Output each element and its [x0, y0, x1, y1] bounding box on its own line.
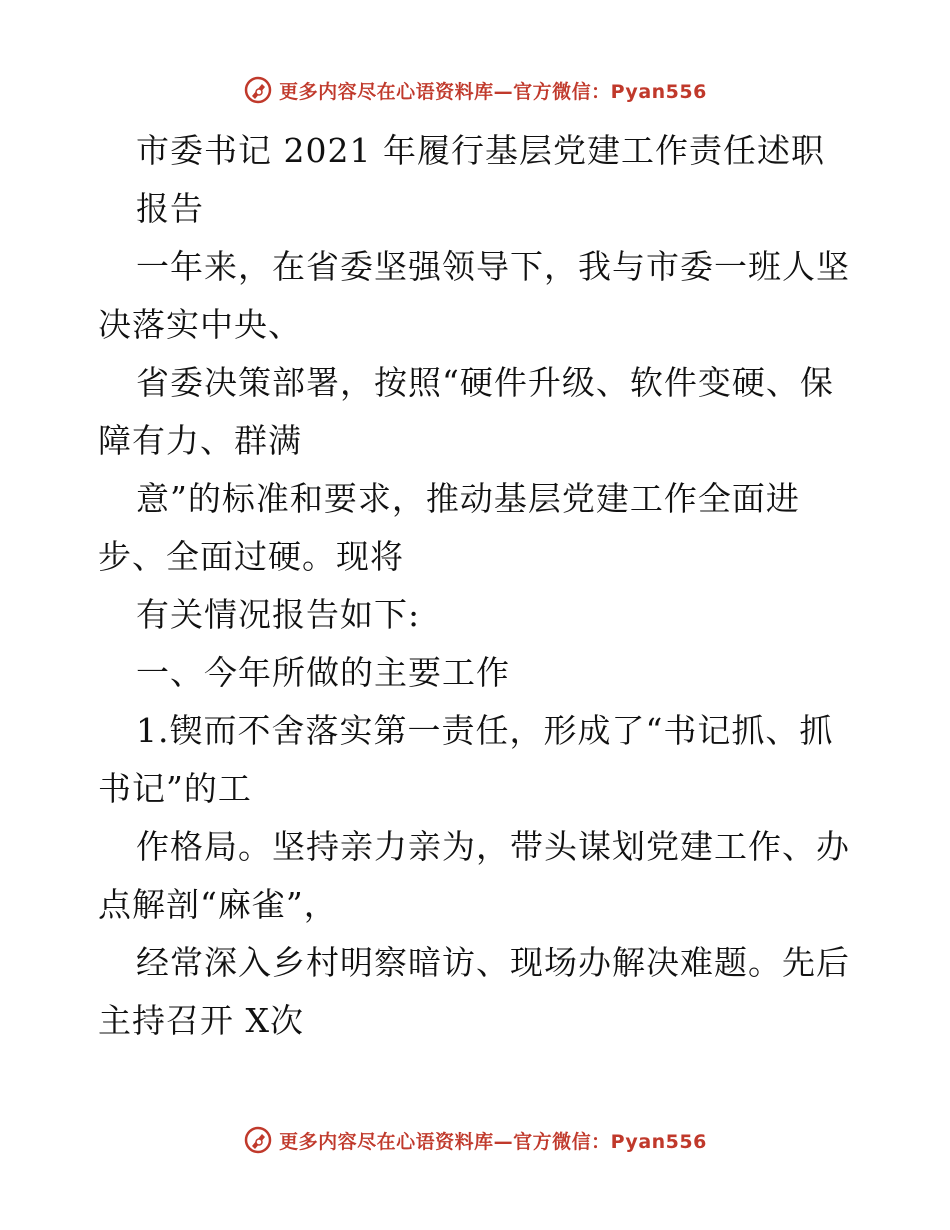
paragraph-line: 主持召开 X次	[98, 1001, 304, 1040]
paragraph-line: 一、今年所做的主要工作	[136, 653, 510, 692]
paragraph-line: 书记”的工	[98, 769, 252, 808]
paragraph-line: 1.锲而不舍落实第一责任，形成了“书记抓、抓	[136, 711, 834, 750]
watermark-text: 更多内容尽在心语资料库—官方微信：Pyan556	[279, 1130, 707, 1153]
pen-logo-icon	[243, 1125, 273, 1155]
paragraph-line: 作格局。坚持亲力亲为，带头谋划党建工作、办	[136, 827, 850, 866]
paragraph-line: 有关情况报告如下:	[136, 595, 421, 634]
paragraph-line: 步、全面过硬。现将	[98, 537, 404, 576]
watermark-footer	[0, 1120, 950, 1160]
paragraph-line: 一年来，在省委坚强领导下，我与市委一班人坚	[136, 247, 850, 286]
paragraph-line: 报告	[136, 189, 204, 228]
paragraph-line: 障有力、群满	[98, 421, 302, 460]
paragraph-line: 市委书记 2021 年履行基层党建工作责任述职	[136, 131, 825, 170]
paragraph-line: 意”的标准和要求，推动基层党建工作全面进	[136, 479, 800, 518]
pen-logo-icon	[243, 75, 273, 105]
paragraph-line: 省委决策部署，按照“硬件升级、软件变硬、保	[136, 363, 834, 402]
watermark-header	[0, 70, 950, 110]
paragraph-line: 经常深入乡村明察暗访、现场办解决难题。先后	[136, 943, 850, 982]
paragraph-line: 点解剖“麻雀”，	[98, 885, 338, 924]
watermark-text: 更多内容尽在心语资料库—官方微信：Pyan556	[279, 80, 707, 103]
document-body	[98, 122, 858, 1050]
paragraph-line: 决落实中央、	[98, 305, 302, 344]
